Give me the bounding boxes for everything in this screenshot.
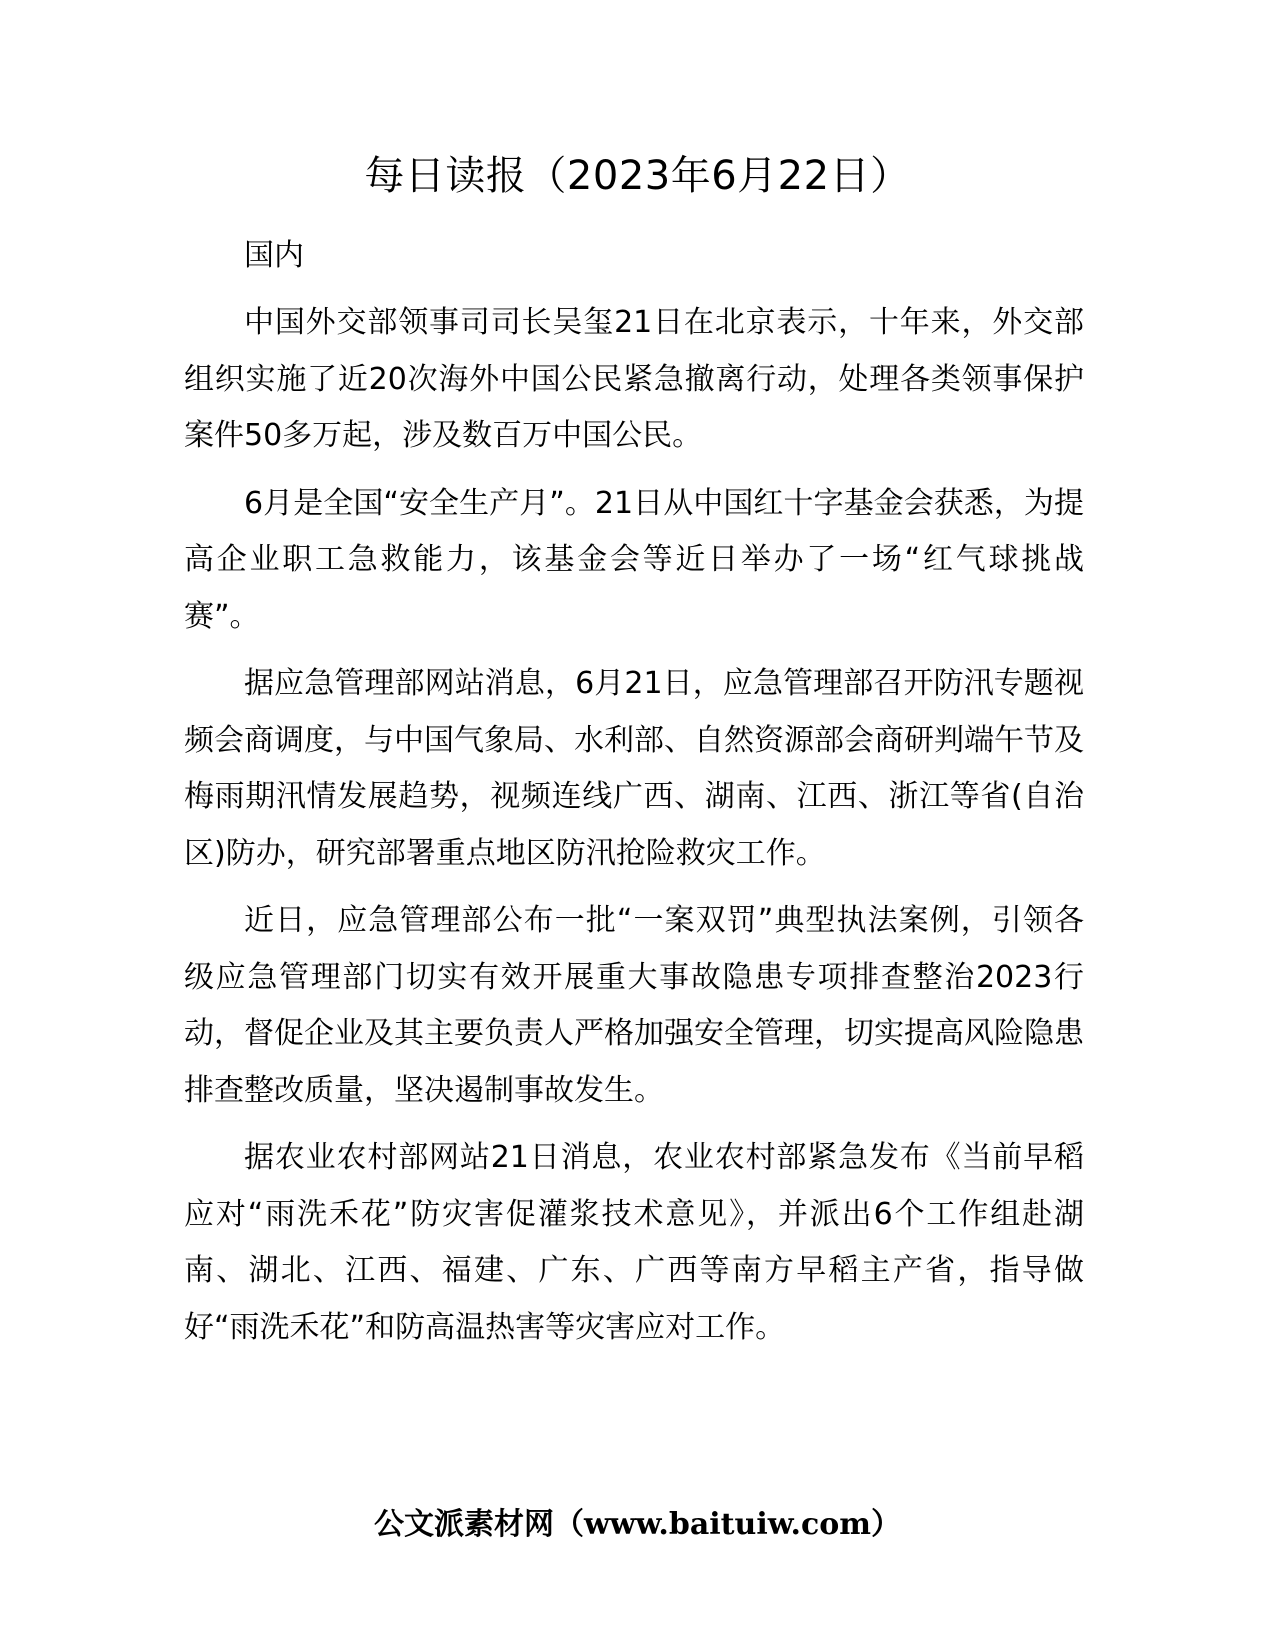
paragraph: 中国外交部领事司司长吴玺21日在北京表示，十年来，外交部组织实施了近20次海外中国公民紧急撤离行动，处理各类领事保护案件50多万起，涉及数百万中国公民。 [184, 305, 1084, 453]
paragraph: 据应急管理部网站消息，6月21日，应急管理部召开防汛专题视频会商调度，与中国气象局、水利部、自然资源部会商研判端午节及梅雨期汛情发展趋势，视频连线广西、湖南、江西、浙江等省(自治区)防办，研究部署重点地区防汛抢险救灾工作。 [184, 666, 1084, 871]
document-title: 每日读报（2023年6月22日） [364, 153, 911, 199]
paragraph: 据农业农村部网站21日消息，农业农村部紧急发布《当前早稻应对“雨洗禾花”防灾害促灌浆技术意见》，并派出6个工作组赴湖南、湖北、江西、福建、广东、广西等南方早稻主产省，指导做好“雨洗禾花”和防高温热害等灾害应对工作。 [184, 1140, 1084, 1345]
paragraph: 6月是全国“安全生产月”。21日从中国红十字基金会获悉，为提高企业职工急救能力，该基金会等近日举办了一场“红气球挑战赛”。 [184, 485, 1084, 634]
paragraph: 近日，应急管理部公布一批“一案双罚”典型执法案例，引领各级应急管理部门切实有效开展重大事故隐患专项排查整治2023行动，督促企业及其主要负责人严格加强安全管理，切实提高风险隐患排查整改质量，坚决遏制事故发生。 [184, 903, 1084, 1108]
document-body [184, 228, 1084, 1356]
section-heading: 国内 [244, 238, 304, 273]
footer-source: 公文派素材网（www.baituiw.com） [373, 1507, 902, 1542]
